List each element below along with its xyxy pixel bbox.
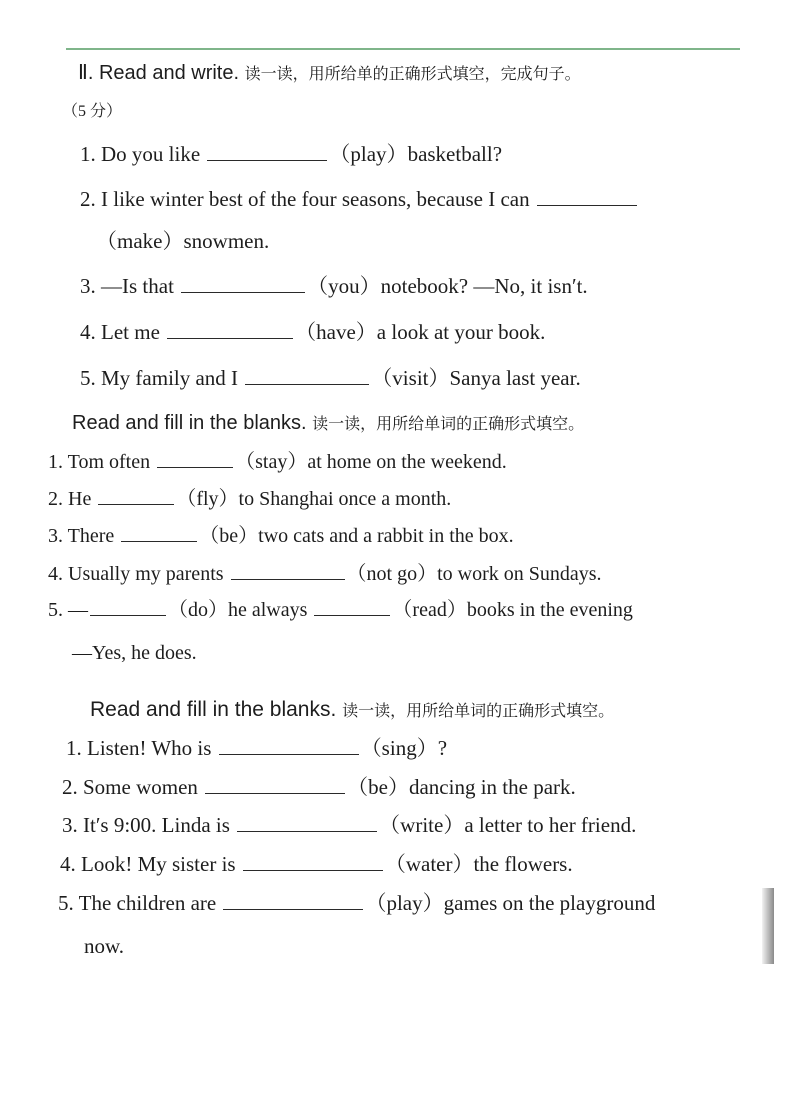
section3-heading-en: Read and fill in the blanks. xyxy=(90,698,337,721)
answer-blank[interactable] xyxy=(167,320,293,339)
item-hint: （do） xyxy=(168,599,228,621)
s3-item-2 xyxy=(62,774,576,800)
item-number: 5. xyxy=(58,891,74,915)
item-text-before: It′s 9:00. Linda is xyxy=(83,813,230,837)
answer-blank[interactable] xyxy=(181,274,305,293)
item-text-after: two cats and a rabbit in the box. xyxy=(258,525,514,547)
item-hint: （be） xyxy=(347,775,409,799)
item-text-after: ? xyxy=(437,736,448,760)
item-text-after: dancing in the park. xyxy=(408,775,576,799)
section1-heading-en: Ⅱ. Read and write. xyxy=(78,62,240,84)
answer-blank[interactable] xyxy=(121,523,197,542)
item-text-before: — xyxy=(68,599,88,621)
item-hint: （make） xyxy=(96,229,184,253)
item-hint-2: （read） xyxy=(392,599,467,621)
item-number: 3. xyxy=(80,274,96,298)
answer-blank[interactable] xyxy=(223,891,363,910)
s3-item-1 xyxy=(66,735,447,761)
item-text-before: There xyxy=(67,525,115,547)
answer-blank[interactable] xyxy=(219,736,359,755)
s2-item-1 xyxy=(48,449,507,475)
score-label: （5 分） xyxy=(62,103,123,120)
s1-item-3 xyxy=(80,273,588,299)
item-text-after: the flowers. xyxy=(473,852,573,876)
item-hint: （fly） xyxy=(176,488,239,510)
item-text-after: snowmen. xyxy=(183,229,270,253)
section2-heading-cn: 读一读，用所给单词的正确形式填空。 xyxy=(312,414,585,433)
item-number: 5. xyxy=(48,599,63,621)
answer-blank[interactable] xyxy=(237,813,377,832)
item-text-after: a letter to her friend. xyxy=(464,813,637,837)
item-hint: （you） xyxy=(307,274,381,298)
answer-blank[interactable] xyxy=(231,561,345,580)
s2-item-4 xyxy=(48,561,602,587)
section1-score xyxy=(62,99,122,125)
item-text-before: Listen! Who is xyxy=(87,736,212,760)
item-text-after: Sanya last year. xyxy=(449,366,581,390)
s3-item-3 xyxy=(62,812,636,838)
item-text-after: basketball? xyxy=(407,142,503,166)
item-hint: （water） xyxy=(384,852,474,876)
item-hint: （write） xyxy=(379,813,465,837)
s1-item-1 xyxy=(80,141,502,167)
item-number: 1. xyxy=(48,451,63,473)
item-text-before: Usually my parents xyxy=(68,563,224,585)
answer-blank[interactable] xyxy=(207,142,327,161)
item-text-after: to Shanghai once a month. xyxy=(238,488,452,510)
item-text-before: —Yes, he does. xyxy=(72,642,197,664)
section3-heading-cn: 读一读，用所给单词的正确形式填空。 xyxy=(342,701,615,720)
answer-blank[interactable] xyxy=(205,775,345,794)
s1-item-2-cont xyxy=(96,228,269,254)
item-text-before: The children are xyxy=(78,891,217,915)
s2-item-2 xyxy=(48,486,451,512)
item-number: 2. xyxy=(48,488,63,510)
s3-item-5-cont xyxy=(84,933,124,959)
answer-blank[interactable] xyxy=(90,597,166,616)
item-text-before: I like winter best of the four seasons, because I can xyxy=(101,187,530,211)
item-text-before: now. xyxy=(84,934,125,958)
s3-item-5 xyxy=(58,890,655,916)
page-edge-shadow xyxy=(762,888,774,964)
top-divider xyxy=(66,48,740,50)
s1-item-2 xyxy=(80,186,639,212)
item-text-before: Look! My sister is xyxy=(81,852,236,876)
answer-blank[interactable] xyxy=(98,486,174,505)
s2-item-5-cont xyxy=(72,640,197,666)
item-hint: （be） xyxy=(199,525,259,547)
s3-item-4 xyxy=(60,851,573,877)
item-hint: （have） xyxy=(295,320,377,344)
section2-heading xyxy=(72,410,584,437)
s2-item-3 xyxy=(48,523,514,549)
item-number: 2. xyxy=(62,775,78,799)
item-hint: （play） xyxy=(365,891,444,915)
item-text-after: notebook? —No, it isn′t. xyxy=(380,274,588,298)
item-number: 4. xyxy=(80,320,96,344)
item-hint: （visit） xyxy=(371,366,450,390)
item-hint: （play） xyxy=(329,142,408,166)
item-hint: （sing） xyxy=(360,736,438,760)
item-number: 3. xyxy=(48,525,63,547)
item-text-before: My family and I xyxy=(101,366,239,390)
item-number: 2. xyxy=(80,187,96,211)
item-number: 1. xyxy=(66,736,82,760)
item-number: 1. xyxy=(80,142,96,166)
item-number: 4. xyxy=(60,852,76,876)
item-text-after: at home on the weekend. xyxy=(307,451,507,473)
item-text-before: Let me xyxy=(101,320,160,344)
item-text-before: He xyxy=(68,488,92,510)
answer-blank[interactable] xyxy=(243,852,383,871)
item-text-after: games on the playground xyxy=(443,891,656,915)
item-text-mid: he always xyxy=(228,599,308,621)
s1-item-4 xyxy=(80,319,545,345)
section2-heading-en: Read and fill in the blanks. xyxy=(72,412,307,434)
item-text-before: Some women xyxy=(83,775,198,799)
item-hint: （not go） xyxy=(346,563,438,585)
section1-heading-cn: 读一读，用所给单的正确形式填空，完成句子。 xyxy=(244,64,581,83)
answer-blank[interactable] xyxy=(314,597,390,616)
answer-blank[interactable] xyxy=(245,366,369,385)
item-number: 4. xyxy=(48,563,63,585)
item-hint: （stay） xyxy=(235,451,308,473)
item-number: 5. xyxy=(80,366,96,390)
item-text-before: Tom often xyxy=(67,451,151,473)
s1-item-5 xyxy=(80,365,581,391)
item-text-after: to work on Sundays. xyxy=(437,563,602,585)
item-number: 3. xyxy=(62,813,78,837)
item-text-after: books in the evening xyxy=(466,599,633,621)
item-text-before: Do you like xyxy=(101,142,201,166)
section1-heading xyxy=(78,60,581,87)
answer-blank[interactable] xyxy=(157,449,233,468)
answer-blank[interactable] xyxy=(537,187,637,206)
s2-item-5 xyxy=(48,597,633,623)
item-text-before: —Is that xyxy=(101,274,174,298)
section3-heading xyxy=(90,697,614,724)
item-text-after: a look at your book. xyxy=(376,320,546,344)
